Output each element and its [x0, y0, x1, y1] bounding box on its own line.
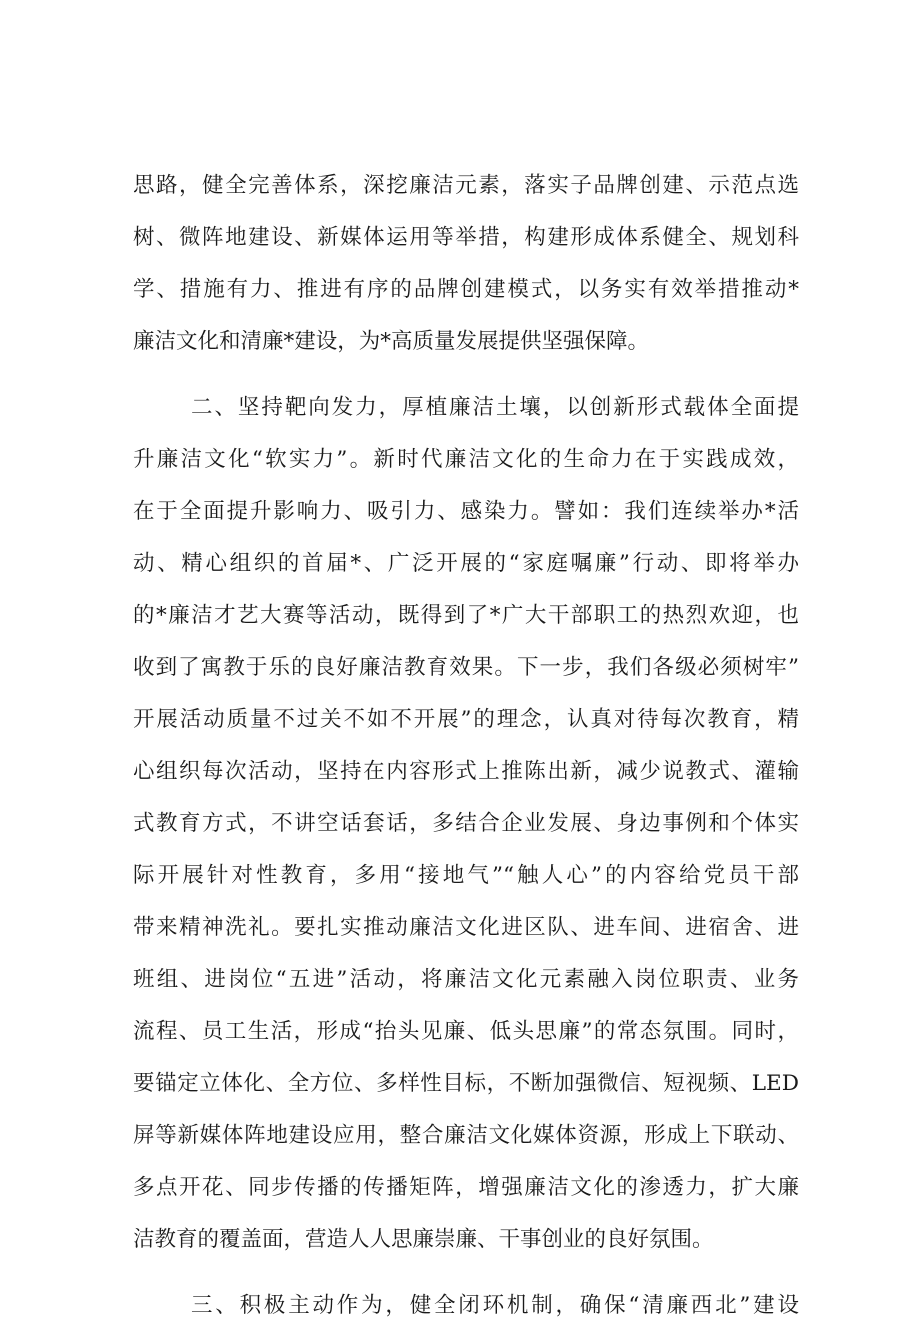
document-body — [133, 160, 799, 1332]
paragraph-line: 心组织每次活动，坚持在内容形式上推陈出新，减少说教式、灌输 — [133, 759, 799, 784]
paragraph-line: 带来精神洗礼。要扎实推动廉洁文化进区队、进车间、进宿舍、进 — [133, 915, 799, 940]
paragraph-line: 思路，健全完善体系，深挖廉洁元素，落实子品牌创建、示范点选 — [133, 173, 799, 198]
paragraph-line: 的*廉洁才艺大赛等活动，既得到了*广大干部职工的热烈欢迎，也 — [133, 603, 799, 628]
paragraph-line: 洁教育的覆盖面，营造人人思廉崇廉、干事创业的良好氛围。 — [133, 1227, 714, 1252]
paragraph-line: 式教育方式，不讲空话套话，多结合企业发展、身边事例和个体实 — [133, 811, 799, 836]
paragraph-line: 收到了寓教于乐的良好廉洁教育效果。下一步，我们各级必须树牢” — [133, 655, 799, 680]
paragraph-line: 在于全面提升影响力、吸引力、感染力。譬如：我们连续举办*活 — [133, 499, 799, 524]
paragraph-line: 际开展针对性教育，多用“接地气”“触人心”的内容给党员干部 — [133, 863, 799, 888]
paragraph-spacer — [133, 1266, 799, 1280]
paragraph-line: 流程、员工生活，形成“抬头见廉、低头思廉”的常态氛围。同时， — [133, 1019, 799, 1044]
paragraph-line: 三、积极主动作为，健全闭环机制，确保“清廉西北”建设 — [191, 1293, 799, 1318]
paragraph-line: 树、微阵地建设、新媒体运用等举措，构建形成体系健全、规划科 — [133, 225, 799, 250]
paragraph-line: 升廉洁文化“软实力”。新时代廉洁文化的生命力在于实践成效， — [133, 447, 799, 472]
paragraph-line: 学、措施有力、推进有序的品牌创建模式，以务实有效举措推动* — [133, 277, 799, 302]
paragraph-3 — [133, 1280, 799, 1332]
paragraph-1 — [133, 160, 799, 368]
paragraph-line: 要锚定立体化、全方位、多样性目标，不断加强微信、短视频、LED — [133, 1071, 799, 1096]
paragraph-line: 动、精心组织的首届*、广泛开展的“家庭嘱廉”行动、即将举办 — [133, 551, 799, 576]
paragraph-line: 廉洁文化和清廉*建设，为*高质量发展提供坚强保障。 — [133, 329, 650, 354]
paragraph-line: 多点开花、同步传播的传播矩阵，增强廉洁文化的渗透力，扩大廉 — [133, 1175, 799, 1200]
paragraph-spacer — [133, 368, 799, 382]
paragraph-line: 屏等新媒体阵地建设应用，整合廉洁文化媒体资源，形成上下联动、 — [133, 1123, 799, 1148]
paragraph-line: 二、坚持靶向发力，厚植廉洁土壤，以创新形式载体全面提 — [191, 395, 799, 420]
paragraph-line: 班组、进岗位“五进”活动，将廉洁文化元素融入岗位职责、业务 — [133, 967, 799, 992]
paragraph-line: 开展活动质量不过关不如不开展”的理念，认真对待每次教育，精 — [133, 707, 799, 732]
paragraph-2 — [133, 382, 799, 1266]
